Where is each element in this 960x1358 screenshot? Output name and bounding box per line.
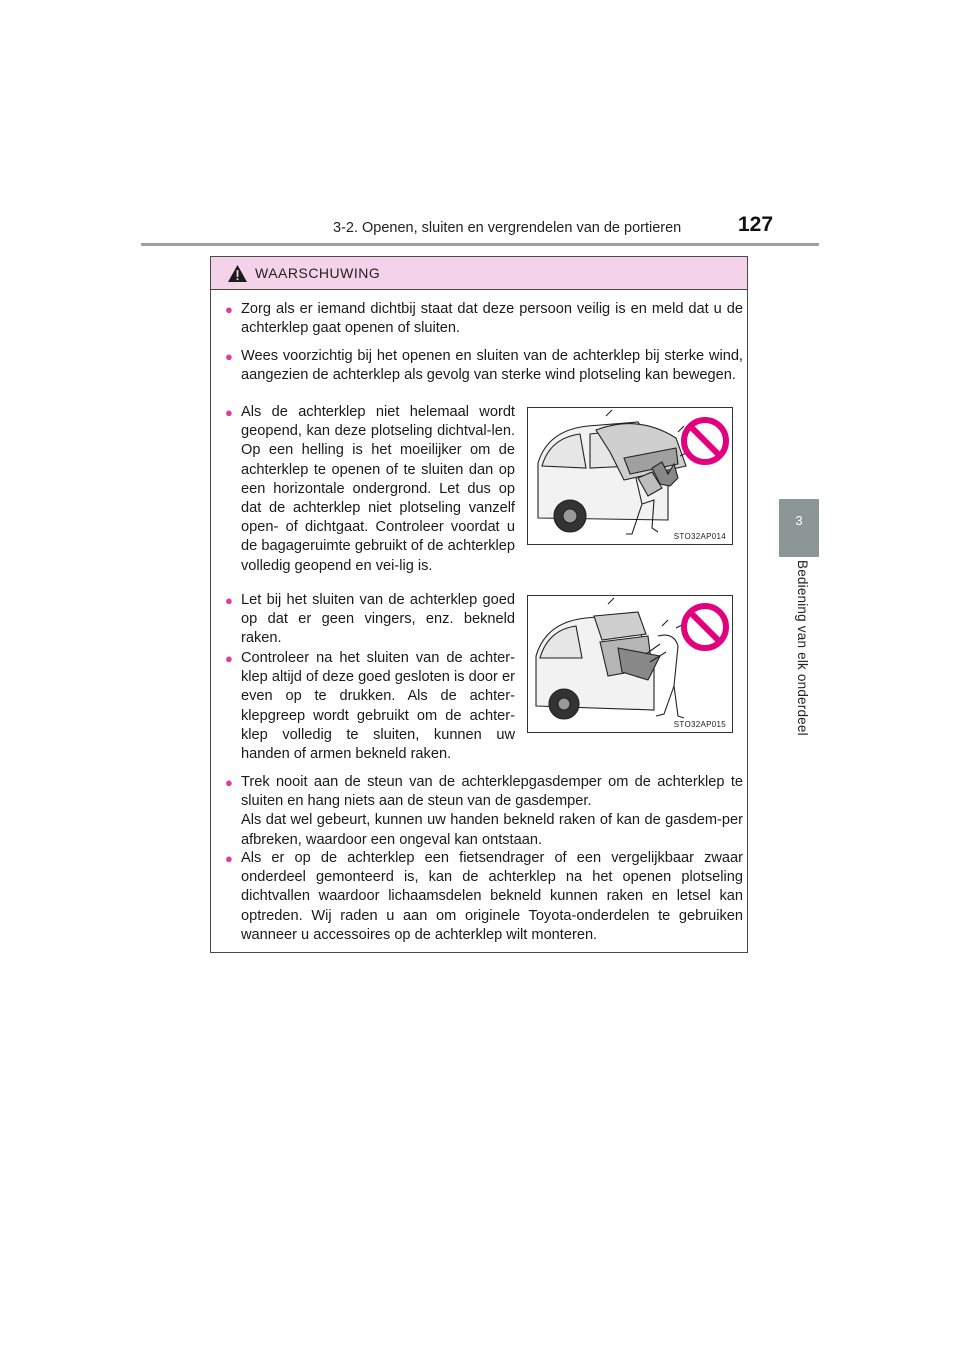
item-text: Wees voorzichtig bij het openen en sluiten van de achterklep bij sterke wind, aangezien de achterklep als gevolg van sterke wind plotseling kan bewegen. [241,348,743,384]
section-title: 3-2. Openen, sluiten en vergrendelen van de portieren [333,220,682,236]
item-text: Als de achterklep niet helemaal wordt geopend, kan deze plotseling dichtval-len. Op een helling is het moeilijker om de achterklep te openen of te sluiten dan op een horizontale ondergrond. Let dus op dat de achterklep niet plotseling vanzelf open- of dichtgaat. Controleer voordat u de bagageruimte gebruikt of de achterklep volledig geopend en vei-lig is. [241,404,515,574]
bullet-icon: ● [225,651,233,666]
item-text: Controleer na het sluiten van de achter-klep altijd of deze goed gesloten is door er even op te drukken. Als de achter-klepgreep wordt gebruikt om de achter-klep volledig te sluiten, kunnen uw handen of armen bekneld raken. [241,650,515,763]
chapter-label: Bediening van elk onderdeel [795,560,810,736]
warning-item [225,591,515,649]
bullet-icon: ● [225,349,233,364]
bullet-icon: ● [225,775,233,790]
illustration-tailgate-closing [527,595,733,733]
bullet-icon: ● [225,302,233,317]
item-text-continued: Als dat wel gebeurt, kunnen uw handen bekneld raken of kan de gasdem-per afbreken, waardoor een ongeval kan ontstaan. [241,812,743,848]
warning-icon [227,264,248,283]
warning-item [225,849,743,945]
warning-item [225,300,743,338]
item-text: Zorg als er iemand dichtbij staat dat deze persoon veilig is en meld dat u de achterklep gaat openen of sluiten. [241,301,743,337]
item-text: Als er op de achterklep een fietsendrager of een vergelijkbaar zwaar onderdeel gemonteerd is, kan de achterklep na het openen plotseling dichtvallen waardoor lichaamsdelen bekneld kunnen raken en letsel kan optreden. Wij raden u aan om originele Toyota-onderdelen te gebruiken wanneer u accessoires op de achterklep wilt monteren. [241,850,743,943]
warning-item [225,649,515,764]
item-text: Trek nooit aan de steun van de achterklepgasdemper om de achterklep te sluiten en hang niets aan de steun van de gasdemper. [241,774,743,810]
prohibition-icon [680,416,730,466]
warning-item [225,773,743,850]
figure-code: STO32AP015 [673,720,726,729]
bullet-icon: ● [225,405,233,420]
figure-code: STO32AP014 [673,532,726,541]
warning-header [211,257,747,290]
warning-item [225,403,515,576]
warning-box [210,256,748,953]
warning-item [225,347,743,385]
header-rule [141,243,819,246]
illustration-tailgate-open [527,407,733,545]
warning-title: WAARSCHUWING [255,265,381,281]
prohibition-icon [680,602,730,652]
item-text: Let bij het sluiten van de achterklep goed op dat er geen vingers, enz. bekneld raken. [241,592,515,647]
chapter-tab[interactable] [779,499,819,557]
bullet-icon: ● [225,851,233,866]
page-number: 127 [738,213,774,236]
chapter-number: 3 [795,513,803,528]
bullet-icon: ● [225,593,233,608]
